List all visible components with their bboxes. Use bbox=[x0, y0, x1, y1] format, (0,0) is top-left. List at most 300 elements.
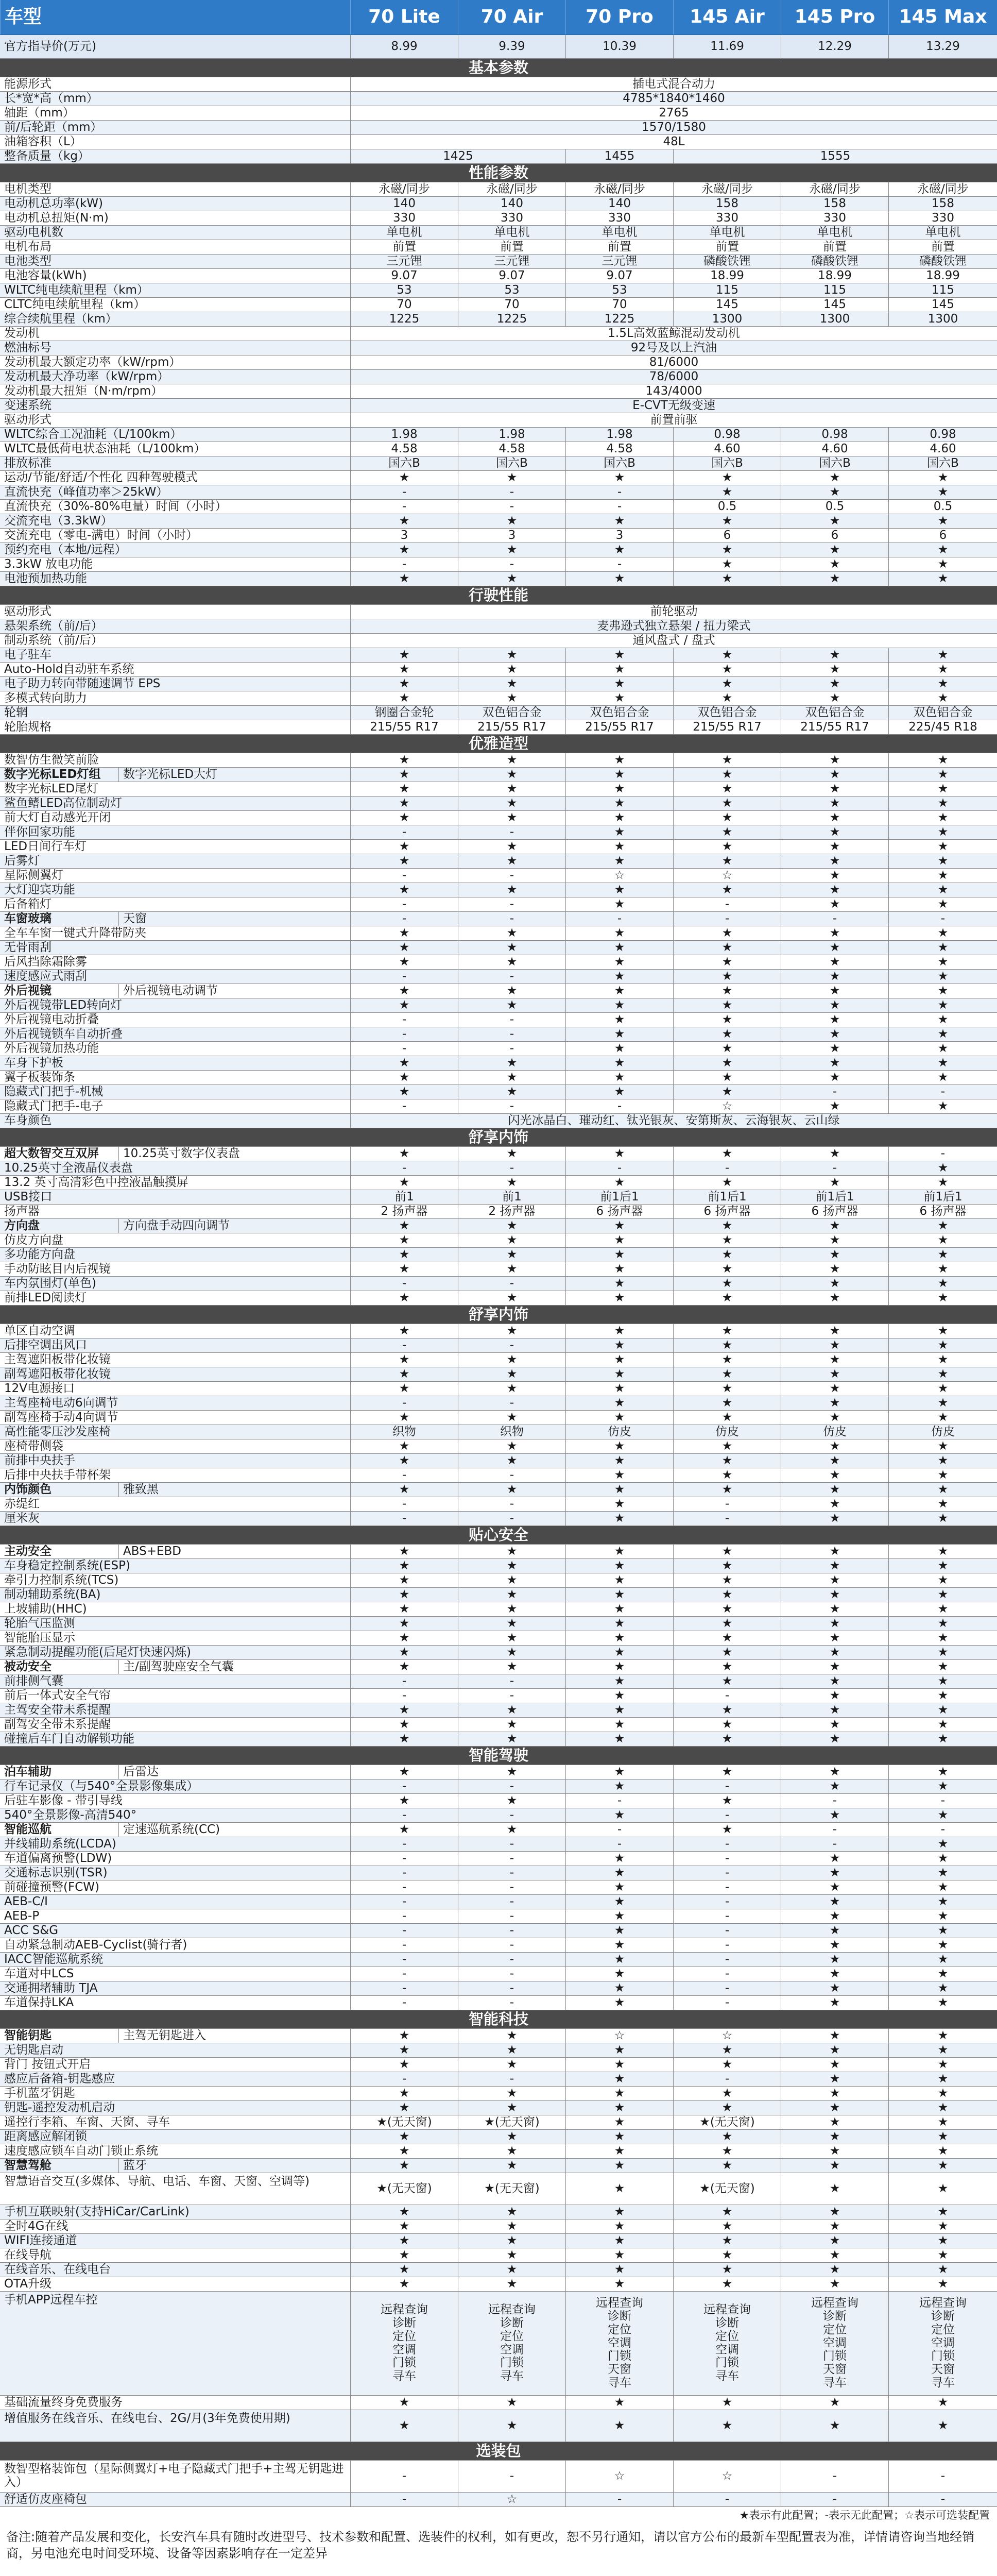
row-value: ★ bbox=[781, 1099, 888, 1113]
row-value: - bbox=[458, 1042, 565, 1056]
row-value: 国六B bbox=[350, 456, 458, 470]
row-value: 330 bbox=[565, 211, 673, 225]
row-value: ★ bbox=[565, 1071, 673, 1084]
row-value: ★ bbox=[673, 825, 781, 839]
row-label: 全时4G在线 bbox=[4, 2219, 68, 2233]
row-value: ★ bbox=[888, 1852, 997, 1866]
table-row bbox=[0, 500, 997, 514]
table-row bbox=[0, 1732, 997, 1747]
table-row bbox=[0, 1324, 997, 1338]
row-label: 数字光标LED大灯 bbox=[118, 768, 350, 782]
row-value: ★ bbox=[565, 1147, 673, 1161]
table-row bbox=[0, 663, 997, 677]
row-label: 背门 按钮式开启 bbox=[4, 2058, 91, 2071]
row-value: - bbox=[458, 500, 565, 514]
row-value: ★ bbox=[888, 840, 997, 854]
row-label: 预约充电（本地/远程） bbox=[4, 543, 127, 556]
row-value: ★ bbox=[350, 677, 458, 691]
table-row bbox=[0, 1190, 997, 1205]
row-value: ★ bbox=[781, 1353, 888, 1367]
row-value: 永磁/同步 bbox=[673, 182, 781, 196]
row-value: ★ bbox=[673, 1248, 781, 1262]
row-value: ★ bbox=[565, 543, 673, 557]
row-value: ★ bbox=[458, 1646, 565, 1659]
row-value: - bbox=[673, 1895, 781, 1909]
row-value: ★ bbox=[458, 1382, 565, 1396]
row-label: 12V电源接口 bbox=[4, 1382, 75, 1395]
row-value: ★ bbox=[458, 1765, 565, 1779]
row-value: ★ bbox=[350, 955, 458, 969]
row-value: ★ bbox=[350, 1483, 458, 1497]
row-label: 悬架系统（前/后） bbox=[4, 619, 103, 633]
row-value: ★ bbox=[565, 825, 673, 839]
row-value: 9.07 bbox=[350, 269, 458, 283]
row-value: ★ bbox=[781, 514, 888, 528]
row-value: ★ bbox=[781, 543, 888, 557]
row-value: 6 扬声器 bbox=[781, 1205, 888, 1218]
row-value: ★ bbox=[350, 1559, 458, 1573]
row-value: ★ bbox=[565, 1013, 673, 1027]
row-value: ★ bbox=[350, 1660, 458, 1674]
row-label: 感应后备箱-钥匙感应 bbox=[4, 2072, 115, 2086]
row-label: 交通拥堵辅助 TJA bbox=[4, 1981, 98, 1995]
table-row bbox=[0, 1085, 997, 1099]
table-row bbox=[0, 2115, 997, 2130]
table-row bbox=[0, 1262, 997, 1277]
row-value: ★ bbox=[888, 1732, 997, 1746]
row-value: 前置 bbox=[673, 240, 781, 254]
row-value: ★ bbox=[781, 2173, 888, 2205]
row-value: ★ bbox=[781, 1262, 888, 1276]
row-value: ★ bbox=[673, 782, 781, 796]
row-value: ★ bbox=[673, 984, 781, 998]
row-value: 单电机 bbox=[781, 226, 888, 240]
row-value: ★ bbox=[565, 2205, 673, 2219]
row-label: 多模式转向助力 bbox=[4, 691, 87, 705]
row-value: ☆ bbox=[458, 2493, 565, 2506]
row-value: 0.5 bbox=[673, 500, 781, 514]
row-value: ★ bbox=[888, 2072, 997, 2086]
row-value: - bbox=[781, 1794, 888, 1808]
row-value: - bbox=[458, 1027, 565, 1041]
row-value: ★ bbox=[888, 2396, 997, 2410]
row-label: 后雾灯 bbox=[4, 854, 40, 868]
row-value: ★ bbox=[565, 677, 673, 691]
table-row bbox=[0, 1512, 997, 1526]
row-value: - bbox=[350, 1099, 458, 1113]
row-value: - bbox=[565, 485, 673, 499]
table-row bbox=[0, 840, 997, 854]
row-value: ★ bbox=[888, 2115, 997, 2129]
row-value: ★ bbox=[350, 811, 458, 825]
row-value: ★ bbox=[888, 1219, 997, 1233]
row-value: - bbox=[673, 897, 781, 911]
row-value: ★ bbox=[458, 2101, 565, 2115]
row-value: ★ bbox=[565, 1042, 673, 1056]
model-name: 145 Pro bbox=[781, 0, 888, 35]
row-value: ★ bbox=[458, 1056, 565, 1070]
table-row bbox=[0, 970, 997, 984]
row-value: ★ bbox=[565, 2072, 673, 2086]
table-row bbox=[0, 2029, 997, 2043]
row-value: ★ bbox=[565, 1512, 673, 1526]
row-value: - bbox=[673, 1689, 781, 1703]
row-value: ★ bbox=[350, 1646, 458, 1659]
table-row bbox=[0, 1631, 997, 1646]
row-label: 自动紧急制动AEB-Cyclist(骑行者) bbox=[4, 1938, 187, 1952]
row-label: 方向盘手动四向调节 bbox=[118, 1219, 350, 1233]
row-value: - bbox=[888, 2493, 997, 2506]
row-value: - bbox=[350, 1909, 458, 1923]
row-label: 车身下护板 bbox=[4, 1056, 63, 1070]
table-row bbox=[0, 1027, 997, 1042]
row-value: ★ bbox=[565, 2234, 673, 2248]
table-row bbox=[0, 240, 997, 255]
row-value: ★ bbox=[350, 840, 458, 854]
row-value: ★ bbox=[673, 1262, 781, 1276]
row-value: ★ bbox=[888, 1938, 997, 1952]
table-row bbox=[0, 1233, 997, 1248]
row-label: 后风挡除霜除雾 bbox=[4, 955, 87, 969]
row-value: 48L bbox=[350, 135, 997, 149]
row-value: ★ bbox=[673, 2410, 781, 2442]
table-row bbox=[0, 211, 997, 226]
row-value: - bbox=[458, 1866, 565, 1880]
header-title: 车型 bbox=[0, 0, 350, 35]
table-row bbox=[0, 149, 997, 164]
row-value: ★ bbox=[781, 1233, 888, 1247]
row-value: ★ bbox=[458, 1233, 565, 1247]
row-value: - bbox=[458, 869, 565, 883]
row-value: ★ bbox=[673, 1027, 781, 1041]
row-value: ★ bbox=[565, 691, 673, 705]
row-value: ★ bbox=[458, 677, 565, 691]
row-value: ★ bbox=[888, 1013, 997, 1027]
row-value: 国六B bbox=[673, 456, 781, 470]
row-value: ★ bbox=[673, 1718, 781, 1732]
row-value: - bbox=[673, 1161, 781, 1175]
row-value: - bbox=[350, 1924, 458, 1938]
table-row bbox=[0, 1765, 997, 1780]
row-value: ★ bbox=[781, 1924, 888, 1938]
row-value: ★ bbox=[781, 1895, 888, 1909]
row-value: 1425 bbox=[350, 149, 565, 163]
row-value: ★ bbox=[458, 471, 565, 485]
row-label: WLTC纯电续航里程（km） bbox=[4, 283, 149, 297]
table-row bbox=[0, 255, 997, 269]
row-value: - bbox=[781, 1161, 888, 1175]
row-value: ★ bbox=[673, 1823, 781, 1837]
row-value: ★ bbox=[458, 2410, 565, 2442]
table-row bbox=[0, 1588, 997, 1602]
row-value: ★ bbox=[673, 1085, 781, 1099]
row-value: ★ bbox=[888, 1027, 997, 1041]
row-label: 舒适仿皮座椅包 bbox=[4, 2493, 87, 2506]
row-label: 手动防眩目内后视镜 bbox=[4, 1262, 111, 1276]
row-value: ★ bbox=[781, 1689, 888, 1703]
row-value: 330 bbox=[458, 211, 565, 225]
row-value: ★ bbox=[781, 1411, 888, 1425]
row-value: 单电机 bbox=[673, 226, 781, 240]
table-row bbox=[0, 811, 997, 825]
row-value: ★ bbox=[350, 1617, 458, 1631]
row-value: ★ bbox=[565, 1866, 673, 1880]
row-value: ★ bbox=[781, 1396, 888, 1410]
row-value: ★ bbox=[458, 1660, 565, 1674]
table-row bbox=[0, 2292, 997, 2396]
row-value: ★ bbox=[565, 1602, 673, 1616]
row-value: ★ bbox=[888, 883, 997, 897]
row-value: 国六B bbox=[781, 456, 888, 470]
row-value: 1300 bbox=[673, 312, 781, 326]
row-value: ★ bbox=[565, 2101, 673, 2115]
row-value: - bbox=[673, 1909, 781, 1923]
row-value: ★ bbox=[458, 1588, 565, 1602]
row-value: 三元锂 bbox=[565, 255, 673, 268]
row-value: - bbox=[458, 1909, 565, 1923]
row-label: 前排中央扶手 bbox=[4, 1454, 75, 1467]
row-value: ★ bbox=[781, 1454, 888, 1468]
table-row bbox=[0, 456, 997, 471]
row-value: 磷酸铁锂 bbox=[888, 255, 997, 268]
row-value: ★ bbox=[673, 514, 781, 528]
row-label: 驱动电机数 bbox=[4, 226, 63, 239]
row-value: 1.5L高效蓝鲸混动发动机 bbox=[350, 327, 997, 341]
row-value: 1300 bbox=[781, 312, 888, 326]
row-value: ★ bbox=[888, 514, 997, 528]
row-value: ★ bbox=[458, 1573, 565, 1587]
row-value: ★(无天窗) bbox=[673, 2115, 781, 2129]
row-value: 18.99 bbox=[673, 269, 781, 283]
row-value: - bbox=[350, 1808, 458, 1822]
row-value: ★ bbox=[888, 2058, 997, 2072]
row-value: 插电式混合动力 bbox=[350, 77, 997, 91]
row-value: ★ bbox=[673, 1483, 781, 1497]
row-value: 永磁/同步 bbox=[565, 182, 673, 196]
row-value: ★ bbox=[781, 1559, 888, 1573]
row-value: ★ bbox=[458, 1324, 565, 1338]
row-value: ★ bbox=[888, 1248, 997, 1262]
row-value: - bbox=[673, 2493, 781, 2506]
row-value: ★ bbox=[458, 1718, 565, 1732]
row-value: ★ bbox=[673, 485, 781, 499]
row-value: ★ bbox=[458, 941, 565, 955]
row-value: ★ bbox=[565, 2410, 673, 2442]
row-value: ★ bbox=[458, 2130, 565, 2144]
row-value: ★ bbox=[350, 1454, 458, 1468]
row-value: 70 bbox=[350, 298, 458, 312]
row-label: 车道对中LCS bbox=[4, 1967, 74, 1980]
row-label: AEB-P bbox=[4, 1909, 40, 1923]
row-value: 115 bbox=[781, 283, 888, 297]
row-value: ★ bbox=[565, 1439, 673, 1453]
row-value: ★ bbox=[673, 2396, 781, 2410]
row-label: 赤缇红 bbox=[4, 1497, 40, 1511]
row-label: 发动机最大净功率（kW/rpm） bbox=[4, 370, 169, 383]
row-value: 4.58 bbox=[458, 442, 565, 456]
row-value: ★ bbox=[781, 557, 888, 571]
row-value: ★ bbox=[888, 1703, 997, 1717]
row-value: ★ bbox=[888, 2043, 997, 2057]
row-value: 永磁/同步 bbox=[888, 182, 997, 196]
table-row bbox=[0, 106, 997, 121]
row-value: ★ bbox=[673, 2219, 781, 2233]
row-value: ★ bbox=[350, 1382, 458, 1396]
row-value: 1570/1580 bbox=[350, 121, 997, 134]
table-row bbox=[0, 720, 997, 735]
row-value: - bbox=[350, 1689, 458, 1703]
row-value: 1225 bbox=[458, 312, 565, 326]
row-label: 电子驻车 bbox=[4, 648, 51, 662]
row-label: 前大灯自动感光开闭 bbox=[4, 811, 111, 824]
row-value: 158 bbox=[673, 197, 781, 211]
row-value: 远程查询 诊断 定位 空调 门锁 寻车 bbox=[350, 2292, 458, 2395]
row-label: 综合续航里程（km） bbox=[4, 312, 117, 326]
table-row bbox=[0, 706, 997, 720]
row-value: ★ bbox=[673, 1338, 781, 1352]
row-value: ★ bbox=[673, 1147, 781, 1161]
row-value: 4.58 bbox=[350, 442, 458, 456]
table-row bbox=[0, 2087, 997, 2101]
row-value: ★ bbox=[888, 1895, 997, 1909]
row-label: 大灯迎宾功能 bbox=[4, 883, 75, 896]
row-value: ★ bbox=[565, 2159, 673, 2173]
row-value: ★ bbox=[888, 572, 997, 586]
row-label: 伴你回家功能 bbox=[4, 825, 75, 839]
row-value: 92号及以上汽油 bbox=[350, 341, 997, 355]
table-row bbox=[0, 2072, 997, 2087]
table-row bbox=[0, 1454, 997, 1468]
row-value: - bbox=[350, 897, 458, 911]
row-value: - bbox=[458, 912, 565, 926]
row-value: ★ bbox=[673, 543, 781, 557]
row-value: ★ bbox=[350, 2248, 458, 2262]
row-value: - bbox=[781, 2461, 888, 2492]
row-value: ★ bbox=[458, 1559, 565, 1573]
row-value: 330 bbox=[781, 211, 888, 225]
row-value: ★ bbox=[673, 1382, 781, 1396]
row-value: ★ bbox=[350, 1573, 458, 1587]
row-value: ★ bbox=[458, 883, 565, 897]
row-value: ★ bbox=[888, 485, 997, 499]
row-value: 双色铝合金 bbox=[673, 706, 781, 720]
row-value: ★ bbox=[565, 1718, 673, 1732]
row-value: ★ bbox=[781, 1953, 888, 1967]
row-label: 车身稳定控制系统(ESP) bbox=[4, 1559, 130, 1572]
row-value: ★ bbox=[565, 1765, 673, 1779]
price-value: 10.39 bbox=[565, 35, 673, 58]
row-value: - bbox=[673, 1837, 781, 1851]
table-row bbox=[0, 1176, 997, 1190]
row-label: 后雷达 bbox=[118, 1765, 350, 1779]
row-value: ★ bbox=[673, 796, 781, 810]
row-label: 后备箱灯 bbox=[4, 897, 51, 911]
row-value: 2 扬声器 bbox=[458, 1205, 565, 1218]
row-value: 仿皮 bbox=[565, 1425, 673, 1439]
row-value: ★ bbox=[565, 2058, 673, 2072]
section-title: 舒享内饰 bbox=[468, 1306, 528, 1323]
table-row bbox=[0, 1161, 997, 1176]
row-value: - bbox=[350, 1674, 458, 1688]
row-value: ★ bbox=[350, 648, 458, 662]
row-label: 轮胎规格 bbox=[4, 720, 51, 734]
row-value: ★ bbox=[350, 1794, 458, 1808]
row-value: ★ bbox=[888, 1924, 997, 1938]
row-value: ★ bbox=[888, 1837, 997, 1851]
row-label: 天窗 bbox=[118, 912, 350, 926]
row-label: 仿皮方向盘 bbox=[4, 1233, 63, 1247]
row-value: 330 bbox=[350, 211, 458, 225]
row-value: ★ bbox=[781, 811, 888, 825]
row-value: ★ bbox=[673, 1631, 781, 1645]
row-value: 织物 bbox=[350, 1425, 458, 1439]
row-value: ★ bbox=[888, 1718, 997, 1732]
row-label: 后排空调出风口 bbox=[4, 1338, 87, 1352]
row-value: 单电机 bbox=[888, 226, 997, 240]
row-value: ★ bbox=[458, 1703, 565, 1717]
row-value: - bbox=[350, 1852, 458, 1866]
row-value: ★ bbox=[673, 691, 781, 705]
price-value: 11.69 bbox=[673, 35, 781, 58]
row-value: ★ bbox=[673, 2130, 781, 2144]
table-row bbox=[0, 428, 997, 442]
row-value: ★ bbox=[888, 1512, 997, 1526]
row-label: 变速系统 bbox=[4, 399, 51, 412]
row-value: ★ bbox=[888, 753, 997, 767]
table-row bbox=[0, 1291, 997, 1306]
table-row bbox=[0, 825, 997, 840]
row-value: 330 bbox=[888, 211, 997, 225]
row-value: ★ bbox=[350, 1823, 458, 1837]
row-label: 数字光标LED尾灯 bbox=[4, 782, 99, 795]
row-value: 6 bbox=[673, 529, 781, 543]
section-title bbox=[0, 1128, 997, 1147]
row-value: ★ bbox=[673, 1559, 781, 1573]
row-value: - bbox=[350, 2493, 458, 2506]
table-row bbox=[0, 283, 997, 298]
row-label: 驱动形式 bbox=[4, 413, 51, 427]
table-row bbox=[0, 619, 997, 634]
row-value: ★ bbox=[888, 2263, 997, 2277]
row-value: ★ bbox=[888, 2144, 997, 2158]
row-value: ★ bbox=[781, 1056, 888, 1070]
row-value: ★ bbox=[565, 840, 673, 854]
row-value: ★ bbox=[458, 2058, 565, 2072]
row-value: ★ bbox=[565, 1967, 673, 1981]
row-value: ★ bbox=[781, 1981, 888, 1995]
row-label: 在线音乐、在线电台 bbox=[4, 2263, 111, 2276]
row-value: ★ bbox=[888, 768, 997, 782]
row-value: 双色铝合金 bbox=[888, 706, 997, 720]
row-value: 1555 bbox=[673, 149, 997, 163]
row-value: ★ bbox=[888, 897, 997, 911]
row-value: ★ bbox=[458, 796, 565, 810]
table-row bbox=[0, 897, 997, 912]
row-value: ★ bbox=[673, 557, 781, 571]
row-value: - bbox=[458, 1161, 565, 1175]
row-value: ★ bbox=[781, 1042, 888, 1056]
row-value: ★ bbox=[565, 1895, 673, 1909]
row-value: - bbox=[565, 2493, 673, 2506]
row-value: ★ bbox=[673, 1042, 781, 1056]
row-value: ★ bbox=[458, 1631, 565, 1645]
row-value: ★ bbox=[458, 572, 565, 586]
table-row bbox=[0, 384, 997, 399]
row-label: 鲨鱼鳍LED高位制动灯 bbox=[4, 796, 123, 810]
row-value: ★ bbox=[458, 514, 565, 528]
row-value: ★ bbox=[781, 1808, 888, 1822]
row-value: ★ bbox=[888, 854, 997, 868]
